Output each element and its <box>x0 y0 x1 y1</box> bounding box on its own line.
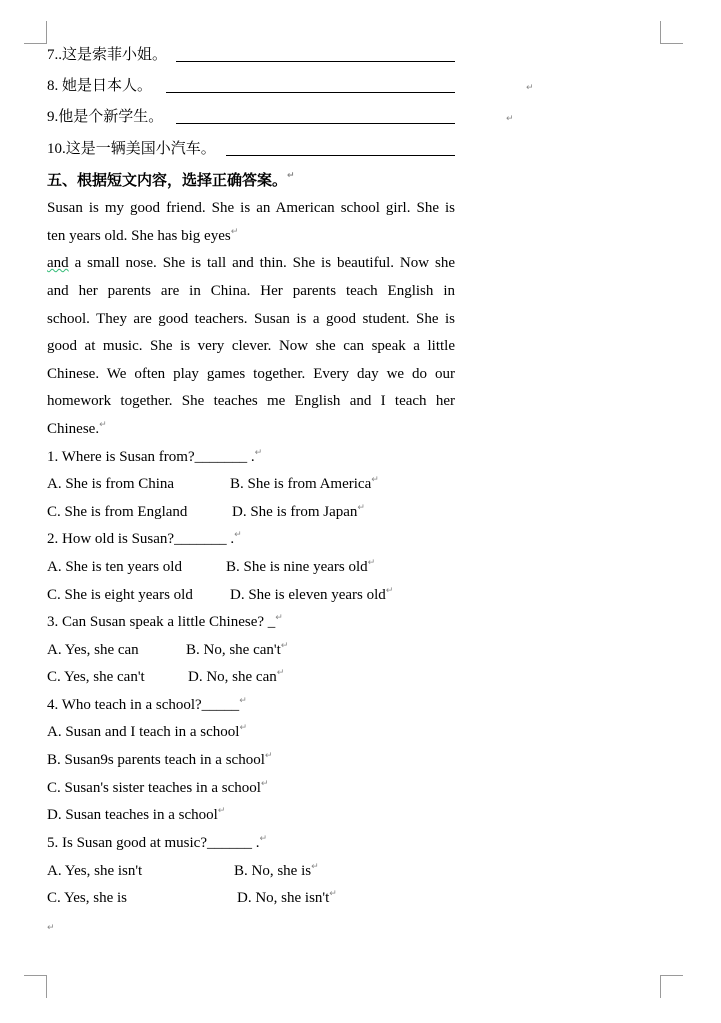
option-4a[interactable]: A. Susan and I teach in a school ↵ <box>47 723 247 740</box>
section-title: 五、根据短文内容，选择正确答案。 ↵ <box>47 171 295 189</box>
paragraph-mark-icon: ↵ <box>506 114 514 124</box>
option-2b[interactable]: B. She is nine years old ↵ <box>226 558 376 575</box>
question-4: 4. Who teach in a school?_____ ↵ <box>47 696 247 713</box>
option-4c[interactable]: C. Susan's sister teaches in a school ↵ <box>47 779 269 796</box>
option-1a[interactable]: A. She is from China <box>47 476 175 492</box>
passage-line: school. They are good teachers. Susan is a good student. She is <box>47 311 455 327</box>
option-2c[interactable]: C. She is eight years old <box>47 587 193 603</box>
option-2d[interactable]: D. She is eleven years old ↵ <box>230 586 394 603</box>
passage-line: Chinese. ↵ <box>47 420 107 437</box>
question-3: 3. Can Susan speak a little Chinese? _ ↵ <box>47 613 283 630</box>
answer-blank-9[interactable] <box>176 123 455 124</box>
translation-item-7: 7..这是索菲小姐。 <box>47 45 168 63</box>
option-3c[interactable]: C. Yes, she can't <box>47 669 145 685</box>
option-5b[interactable]: B. No, she is ↵ <box>234 862 319 879</box>
option-3d[interactable]: D. No, she can ↵ <box>188 668 285 685</box>
passage-line: good at music. She is very clever. Now she can speak a little <box>47 338 455 354</box>
passage-line: ten years old. She has big eyes ↵ <box>47 227 239 244</box>
option-3b[interactable]: B. No, she can't ↵ <box>186 641 289 658</box>
question-1: 1. Where is Susan from?_______ . ↵ <box>47 448 263 465</box>
option-3a[interactable]: A. Yes, she can <box>47 642 139 658</box>
option-5c[interactable]: C. Yes, she is <box>47 890 128 906</box>
paragraph-mark-icon: ↵ <box>47 923 55 933</box>
option-5a[interactable]: A. Yes, she isn't <box>47 863 143 879</box>
option-1d[interactable]: D. She is from Japan ↵ <box>232 503 365 520</box>
option-4b[interactable]: B. Susan9s parents teach in a school ↵ <box>47 751 273 768</box>
answer-blank-8[interactable] <box>166 92 455 93</box>
option-5d[interactable]: D. No, she isn't ↵ <box>237 889 337 906</box>
page-corner-mark-top-left <box>24 21 47 44</box>
page-corner-mark-top-right <box>660 21 683 44</box>
option-1c[interactable]: C. She is from England <box>47 504 188 520</box>
answer-blank-10[interactable] <box>226 155 455 156</box>
passage-line: homework together. She teaches me English and I teach her <box>47 393 455 409</box>
option-1b[interactable]: B. She is from America ↵ <box>230 475 379 492</box>
translation-item-9: 9.他是个新学生。 <box>47 107 164 125</box>
passage-line: and her parents are in China. Her parents teach English in <box>47 283 455 299</box>
question-5: 5. Is Susan good at music?______ . ↵ <box>47 834 268 851</box>
passage-line: Susan is my good friend. She is an American school girl. She is <box>47 200 455 216</box>
translation-item-8: 8. 她是日本人。 <box>47 76 153 94</box>
option-2a[interactable]: A. She is ten years old <box>47 559 182 575</box>
passage-line: Chinese. We often play games together. Every day we do our <box>47 366 455 382</box>
translation-item-10: 10.这是一辆美国小汽车。 <box>47 139 216 157</box>
passage-line: and a small nose. She is tall and thin. She is beautiful. Now she <box>47 255 455 271</box>
option-4d[interactable]: D. Susan teaches in a school ↵ <box>47 806 226 823</box>
page-corner-mark-bottom-left <box>24 975 47 998</box>
page-corner-mark-bottom-right <box>660 975 683 998</box>
paragraph-mark-icon: ↵ <box>526 83 534 93</box>
question-2: 2. How old is Susan?_______ . ↵ <box>47 530 242 547</box>
answer-blank-7[interactable] <box>176 61 455 62</box>
